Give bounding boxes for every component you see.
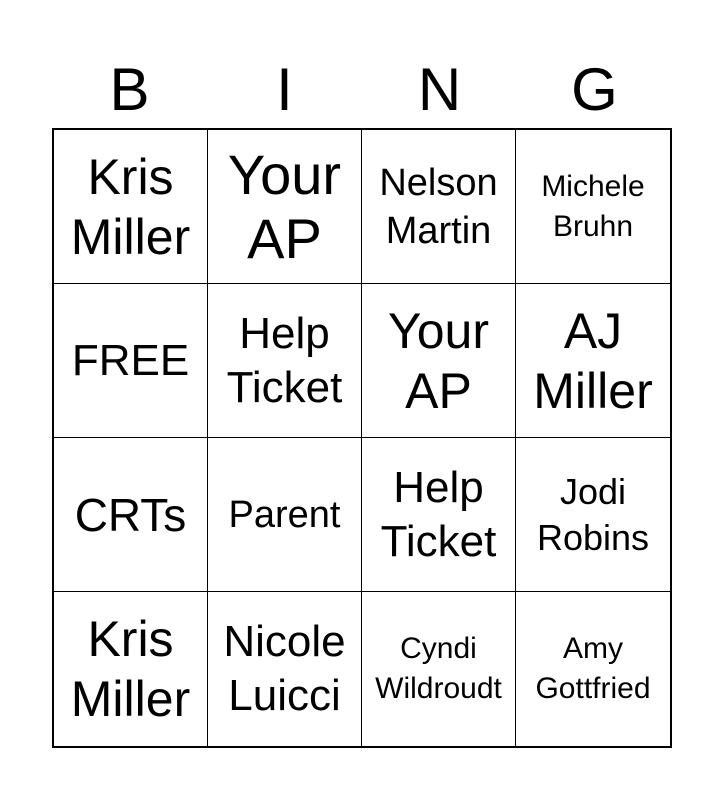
cell-label: Jodi Robins: [536, 470, 650, 558]
cell-label: Help Ticket: [380, 462, 497, 566]
bingo-cell-r4c1[interactable]: [54, 592, 208, 746]
bingo-cell-r3c2[interactable]: [208, 438, 362, 592]
cell-label: Your AP: [387, 302, 490, 419]
bingo-cell-r2c4[interactable]: [516, 284, 670, 438]
bingo-cell-r1c3[interactable]: [362, 130, 516, 284]
cell-label: Amy Gottfried: [535, 632, 651, 705]
cell-label: Kris Miller: [70, 611, 191, 727]
bingo-cell-r4c3[interactable]: [362, 592, 516, 746]
header-letter-i: I: [276, 56, 293, 123]
cell-label: Nelson Martin: [379, 161, 498, 252]
bingo-cell-r3c1[interactable]: [54, 438, 208, 592]
header-letter-g: G: [571, 56, 618, 123]
cell-label: Nicole Luicci: [223, 617, 346, 720]
bingo-cell-r1c2[interactable]: [208, 130, 362, 284]
bingo-cell-r4c2[interactable]: [208, 592, 362, 746]
bingo-board: [52, 128, 672, 748]
bingo-cell-r1c1[interactable]: [54, 130, 208, 284]
bingo-cell-r2c2[interactable]: [208, 284, 362, 438]
cell-label: Cyndi Wildroudt: [375, 632, 502, 705]
cell-label: Help Ticket: [226, 308, 343, 412]
cell-label: Michele Bruhn: [541, 169, 645, 243]
header-letter-b: B: [109, 56, 150, 123]
bingo-cell-r4c4[interactable]: [516, 592, 670, 746]
bingo-cell-r2c1[interactable]: [54, 284, 208, 438]
cell-label: CRTs: [74, 488, 187, 541]
cell-label: Your AP: [227, 142, 342, 270]
bingo-cell-r3c4[interactable]: [516, 438, 670, 592]
bingo-cell-r3c3[interactable]: [362, 438, 516, 592]
cell-label: Parent: [228, 493, 341, 536]
bingo-cell-r2c3[interactable]: [362, 284, 516, 438]
header-letter-n: N: [417, 56, 462, 123]
cell-label: FREE: [71, 335, 190, 385]
cell-label: Kris Miller: [70, 148, 191, 265]
bingo-cell-r1c4[interactable]: [516, 130, 670, 284]
bingo-header: [52, 52, 672, 128]
cell-label: AJ Miller: [533, 302, 653, 419]
